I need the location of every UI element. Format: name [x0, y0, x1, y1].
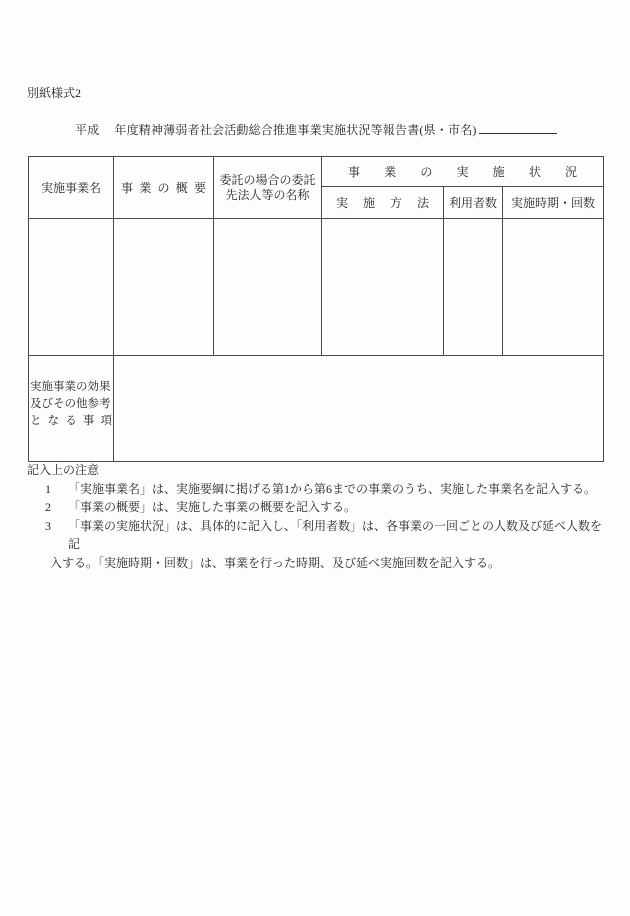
note-item-1 — [27, 480, 607, 499]
entry-cell-contractor — [214, 219, 322, 356]
header-overview-text: 事 業 の 概 要 — [121, 181, 206, 195]
table-header-row-1 — [29, 157, 604, 187]
header-method-text: 実 施 方 法 — [336, 196, 429, 210]
note-item-3 — [27, 517, 607, 554]
report-table — [28, 156, 604, 462]
title-fill-in-underline — [479, 132, 557, 134]
table-effect-row — [29, 356, 604, 462]
header-status-group-text: 事 業 の 実 施 状 況 — [348, 165, 577, 179]
entry-cell-period — [503, 219, 604, 356]
entry-cell-users — [444, 219, 503, 356]
header-method — [322, 187, 444, 219]
report-title — [75, 123, 557, 138]
table-entry-row — [29, 219, 604, 356]
header-users: 利用者数 — [444, 187, 503, 219]
title-main-text: 年度精神薄弱者社会活動総合推進事業実施状況等報告書(県・市名) — [114, 123, 477, 137]
header-contractor-line1: 委託の場合の委託 — [219, 172, 316, 187]
note-item-2-number: 2 — [45, 500, 51, 514]
notes-section — [27, 461, 607, 572]
form-number-label: 別紙様式2 — [27, 86, 82, 100]
note-item-1-text: 「実施事業名」は、実施要綱に掲げる第1から第6までの事業のうち、実施した事業名を記入する。 — [68, 481, 597, 496]
effect-entry-cell — [114, 356, 604, 462]
note-item-3-number: 3 — [45, 518, 51, 533]
effect-label-line2: 及びその他参考 — [30, 398, 111, 410]
effect-label-line3: と な る 事 項 — [30, 415, 112, 427]
effect-row-label-text — [30, 379, 112, 430]
notes-title: 記入上の注意 — [27, 463, 100, 477]
note-item-1-number: 1 — [45, 481, 51, 496]
header-status-group — [322, 157, 604, 187]
effect-row-label — [29, 356, 114, 462]
note-item-3-text-line1: 「事業の実施状況」は、具体的に記入し、「利用者数」は、各事業の一回ごとの人数及び延べ人数を記 — [68, 518, 603, 551]
note-item-2-text: 「事業の概要」は、実施した事業の概要を記入する。 — [68, 500, 357, 514]
header-overview — [114, 157, 214, 219]
header-period: 実施時期・回数 — [503, 187, 604, 219]
title-era-prefix: 平成 — [75, 123, 100, 137]
entry-cell-method — [322, 219, 444, 356]
entry-cell-overview — [114, 219, 214, 356]
header-contractor-line2: 先法人等の名称 — [225, 187, 310, 202]
entry-cell-project-name — [29, 219, 114, 356]
note-item-2 — [27, 498, 607, 517]
header-project-name: 実施事業名 — [29, 157, 114, 219]
note-item-3-text-line2: 入する。「実施時期・回数」は、事業を行った時期、及び延べ実施回数を記入する。 — [50, 555, 501, 570]
effect-label-line1: 実施事業の効果 — [30, 381, 111, 393]
header-contractor — [214, 157, 322, 219]
